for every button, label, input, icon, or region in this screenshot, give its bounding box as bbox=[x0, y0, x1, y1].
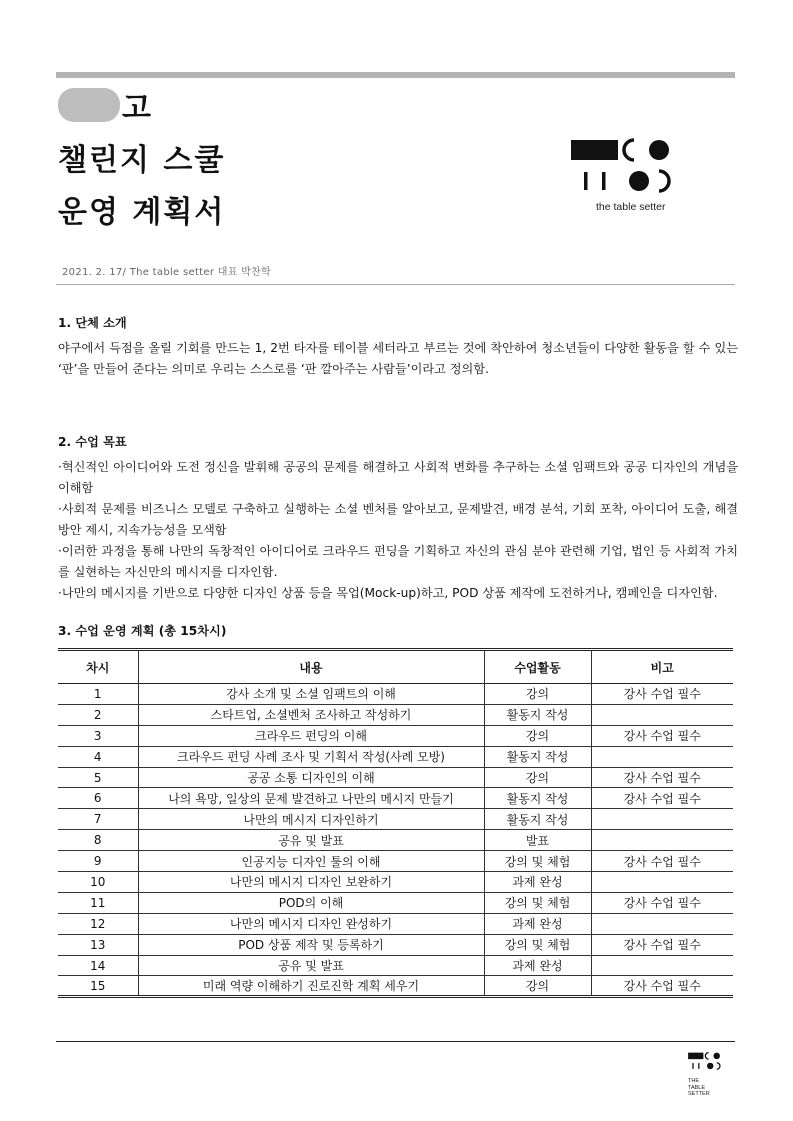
footer-divider bbox=[56, 1041, 735, 1042]
cell-session: 2 bbox=[58, 704, 138, 725]
goal-item: ·혁신적인 아이디어와 도전 정신을 발휘해 공공의 문제를 해결하고 사회적 변화를 추구하는 소셜 임팩트와 공공 디자인의 개념을 이해함 bbox=[58, 460, 738, 495]
cell-note bbox=[591, 913, 733, 934]
cell-session: 8 bbox=[58, 830, 138, 851]
footer-logo-icon bbox=[686, 1052, 726, 1078]
footer-logo-line: TABLE bbox=[688, 1084, 706, 1091]
cell-note: 강사 수업 필수 bbox=[591, 725, 733, 746]
cell-session: 11 bbox=[58, 892, 138, 913]
table-row bbox=[58, 725, 733, 746]
column-header-note: 비고 bbox=[591, 650, 733, 684]
table-row bbox=[58, 851, 733, 872]
document-meta: 2021. 2. 17/ The table setter 대표 박찬학 bbox=[62, 267, 272, 278]
cell-note: 강사 수업 필수 bbox=[591, 934, 733, 955]
cell-content: 크라우드 펀딩 사례 조사 및 기획서 작성(사례 모방) bbox=[138, 746, 484, 767]
cell-note bbox=[591, 704, 733, 725]
table-row bbox=[58, 934, 733, 955]
cell-activity: 강의 및 체험 bbox=[484, 892, 591, 913]
cell-content: POD의 이해 bbox=[138, 892, 484, 913]
top-rule bbox=[56, 72, 735, 78]
cell-activity: 활동지 작성 bbox=[484, 809, 591, 830]
class-plan-table bbox=[58, 648, 733, 998]
table-row bbox=[58, 830, 733, 851]
cell-session: 9 bbox=[58, 851, 138, 872]
goal-item: ·나만의 메시지를 기반으로 다양한 디자인 상품 등을 목업(Mock-up)하고, POD 상품 제작에 도전하거나, 캠페인을 디자인함. bbox=[58, 586, 718, 600]
cell-activity: 활동지 작성 bbox=[484, 704, 591, 725]
logo-caption: the table setter bbox=[596, 201, 666, 213]
cell-activity: 강의 bbox=[484, 767, 591, 788]
column-header-session: 차시 bbox=[58, 650, 138, 684]
cell-activity: 과제 완성 bbox=[484, 913, 591, 934]
cell-content: 나만의 메시지 디자인하기 bbox=[138, 809, 484, 830]
cell-activity: 강의 및 체험 bbox=[484, 851, 591, 872]
footer-logo-line: THE bbox=[688, 1078, 699, 1084]
cell-note: 강사 수업 필수 bbox=[591, 892, 733, 913]
cell-note: 강사 수업 필수 bbox=[591, 851, 733, 872]
cell-note bbox=[591, 809, 733, 830]
cell-activity: 강의 bbox=[484, 684, 591, 705]
footer-logo-line: SETTER bbox=[688, 1091, 710, 1097]
section-heading: 2. 수업 목표 bbox=[58, 435, 127, 449]
footer-logo-caption bbox=[688, 1078, 710, 1098]
cell-content: 공유 및 발표 bbox=[138, 955, 484, 976]
cell-session: 14 bbox=[58, 955, 138, 976]
cell-content: 나만의 메시지 디자인 보완하기 bbox=[138, 872, 484, 893]
cell-note bbox=[591, 830, 733, 851]
section-heading: 3. 수업 운영 계획 (총 15차시) bbox=[58, 624, 227, 638]
cell-activity: 활동지 작성 bbox=[484, 788, 591, 809]
cell-session: 12 bbox=[58, 913, 138, 934]
cell-activity: 강의 bbox=[484, 976, 591, 997]
redacted-school-name bbox=[58, 88, 120, 122]
cell-session: 5 bbox=[58, 767, 138, 788]
table-row bbox=[58, 704, 733, 725]
cell-activity: 과제 완성 bbox=[484, 872, 591, 893]
cell-content: 스타트업, 소셜벤처 조사하고 작성하기 bbox=[138, 704, 484, 725]
title-line-3: 운영 계획서 bbox=[58, 195, 226, 230]
table-row bbox=[58, 913, 733, 934]
cell-session: 7 bbox=[58, 809, 138, 830]
cell-activity: 강의 bbox=[484, 725, 591, 746]
goal-item: ·이러한 과정을 통해 나만의 독창적인 아이디어로 크라우드 펀딩을 기획하고 자신의 관심 분야 관련해 기업, 법인 등 사회적 가치를 실현하는 자신만의 메시지를 디자인함. bbox=[58, 544, 738, 579]
table-row bbox=[58, 767, 733, 788]
meta-divider bbox=[56, 284, 735, 285]
table-row bbox=[58, 788, 733, 809]
cell-note: 강사 수업 필수 bbox=[591, 976, 733, 997]
section-organization-intro bbox=[58, 313, 738, 380]
table-row bbox=[58, 684, 733, 705]
document-title bbox=[58, 86, 225, 242]
cell-note: 강사 수업 필수 bbox=[591, 684, 733, 705]
cell-session: 10 bbox=[58, 872, 138, 893]
cell-content: 강사 소개 및 소셜 임팩트의 이해 bbox=[138, 684, 484, 705]
cell-content: 나의 욕망, 일상의 문제 발견하고 나만의 메시지 만들기 bbox=[138, 788, 484, 809]
cell-content: 공공 소통 디자인의 이해 bbox=[138, 767, 484, 788]
cell-session: 15 bbox=[58, 976, 138, 997]
cell-activity: 활동지 작성 bbox=[484, 746, 591, 767]
cell-activity: 강의 및 체험 bbox=[484, 934, 591, 955]
section-heading: 1. 단체 소개 bbox=[58, 316, 127, 330]
cell-session: 4 bbox=[58, 746, 138, 767]
table-row bbox=[58, 955, 733, 976]
column-header-activity: 수업활동 bbox=[484, 650, 591, 684]
cell-content: 인공지능 디자인 툴의 이해 bbox=[138, 851, 484, 872]
table-row bbox=[58, 872, 733, 893]
school-suffix: 고 bbox=[122, 91, 153, 126]
cell-session: 3 bbox=[58, 725, 138, 746]
cell-activity: 발표 bbox=[484, 830, 591, 851]
cell-note: 강사 수업 필수 bbox=[591, 767, 733, 788]
cell-note bbox=[591, 872, 733, 893]
cell-content: 크라우드 펀딩의 이해 bbox=[138, 725, 484, 746]
cell-content: 미래 역량 이해하기 진로진학 계획 세우기 bbox=[138, 976, 484, 997]
cell-session: 13 bbox=[58, 934, 138, 955]
cell-session: 1 bbox=[58, 684, 138, 705]
cell-content: 나만의 메시지 디자인 완성하기 bbox=[138, 913, 484, 934]
cell-activity: 과제 완성 bbox=[484, 955, 591, 976]
table-row bbox=[58, 746, 733, 767]
table-row bbox=[58, 809, 733, 830]
cell-session: 6 bbox=[58, 788, 138, 809]
cell-content: POD 상품 제작 및 등록하기 bbox=[138, 934, 484, 955]
section-class-plan bbox=[58, 621, 738, 646]
cell-content: 공유 및 발표 bbox=[138, 830, 484, 851]
table-row bbox=[58, 892, 733, 913]
cell-note bbox=[591, 746, 733, 767]
section-class-goals bbox=[58, 432, 738, 604]
cell-note: 강사 수업 필수 bbox=[591, 788, 733, 809]
table-row bbox=[58, 976, 733, 997]
title-school bbox=[58, 86, 225, 138]
column-header-content: 내용 bbox=[138, 650, 484, 684]
table-header-row bbox=[58, 650, 733, 684]
section-body: 야구에서 득점을 올릴 기회를 만드는 1, 2번 타자를 테이블 세터라고 부르는 것에 착안하여 청소년들이 다양한 활동을 할 수 있는 ‘판’을 만들어 준다는 의미로 우리는 스스로를 ‘판 깔아주는 사람들’이라고 정의함. bbox=[58, 341, 738, 376]
title-line-2: 챌린지 스쿨 bbox=[58, 143, 226, 178]
cell-note bbox=[591, 955, 733, 976]
goal-item: ·사회적 문제를 비즈니스 모델로 구축하고 실행하는 소셜 벤처를 알아보고, 문제발견, 배경 분석, 기회 포착, 아이디어 도출, 해결방안 제시, 지속가능성을 모색함 bbox=[58, 502, 738, 537]
